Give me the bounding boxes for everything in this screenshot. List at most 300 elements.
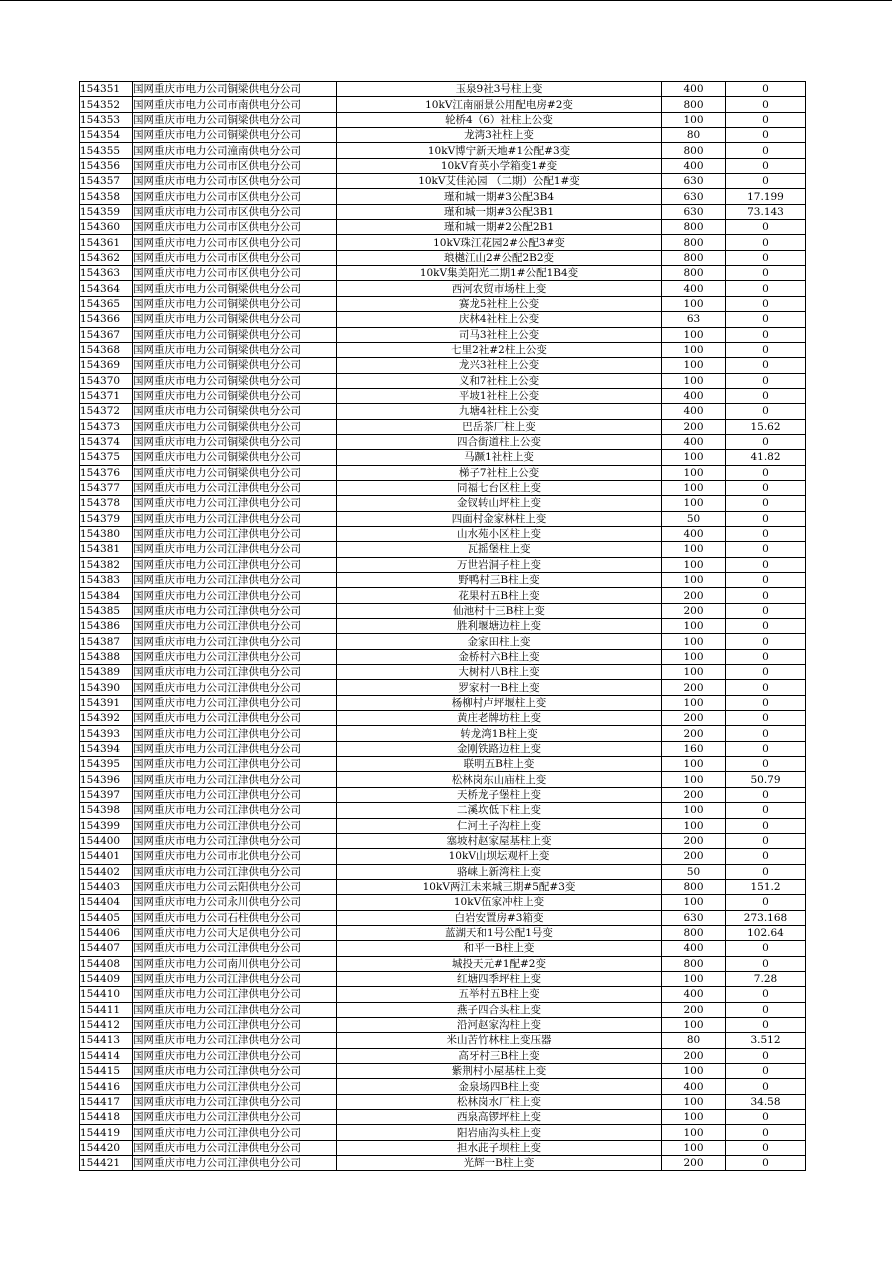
row-id-cell: 154389	[80, 665, 133, 680]
table-row	[80, 496, 806, 511]
capacity-cell: 63	[662, 312, 726, 327]
capacity-cell: 400	[662, 1079, 726, 1094]
capacity-cell: 800	[662, 250, 726, 265]
row-id-cell: 154369	[80, 358, 133, 373]
value-cell: 0	[726, 250, 806, 265]
value-cell: 3.512	[726, 1033, 806, 1048]
transformer-name-cell: 平坡1社柱上公变	[337, 388, 662, 403]
row-id-cell: 154362	[80, 250, 133, 265]
value-cell: 0	[726, 833, 806, 848]
page-top-rule	[0, 0, 892, 1]
row-id-cell: 154413	[80, 1033, 133, 1048]
row-id-cell: 154403	[80, 879, 133, 894]
table-row	[80, 619, 806, 634]
value-cell: 0	[726, 741, 806, 756]
table-row	[80, 711, 806, 726]
capacity-cell: 800	[662, 956, 726, 971]
capacity-cell: 200	[662, 1048, 726, 1063]
table-row	[80, 296, 806, 311]
table-row	[80, 465, 806, 480]
value-cell: 0	[726, 1064, 806, 1079]
capacity-cell: 200	[662, 787, 726, 802]
table-row	[80, 174, 806, 189]
row-id-cell: 154365	[80, 296, 133, 311]
row-id-cell: 154360	[80, 220, 133, 235]
company-cell: 国网重庆市电力公司江津供电分公司	[133, 634, 337, 649]
row-id-cell: 154363	[80, 266, 133, 281]
capacity-cell: 100	[662, 496, 726, 511]
transformer-name-cell: 10kV艾佳沁园 （二期）公配1#变	[337, 174, 662, 189]
capacity-cell: 50	[662, 864, 726, 879]
capacity-cell: 100	[662, 450, 726, 465]
capacity-cell: 100	[662, 971, 726, 986]
transformer-name-cell: 万世岩洞子柱上变	[337, 557, 662, 572]
table-row	[80, 404, 806, 419]
table-row	[80, 82, 806, 97]
table-row	[80, 803, 806, 818]
capacity-cell: 800	[662, 925, 726, 940]
transformer-name-cell: 高牙村三B柱上变	[337, 1048, 662, 1063]
value-cell: 0	[726, 1125, 806, 1140]
transformer-name-cell: 赛龙5社柱上公变	[337, 296, 662, 311]
transformer-name-cell: 塞坡村赵家屋基柱上变	[337, 833, 662, 848]
capacity-cell: 630	[662, 189, 726, 204]
row-id-cell: 154411	[80, 1002, 133, 1017]
transformer-name-cell: 城投天元#1配#2变	[337, 956, 662, 971]
value-cell: 0	[726, 941, 806, 956]
company-cell: 国网重庆市电力公司江津供电分公司	[133, 787, 337, 802]
company-cell: 国网重庆市电力公司江津供电分公司	[133, 1094, 337, 1109]
transformer-name-cell: 10kV两江未来城三期#5配#3变	[337, 879, 662, 894]
company-cell: 国网重庆市电力公司江津供电分公司	[133, 573, 337, 588]
value-cell: 0	[726, 1002, 806, 1017]
transformer-name-cell: 联明五B柱上变	[337, 757, 662, 772]
table-row	[80, 588, 806, 603]
transformer-name-cell: 仁河土子沟柱上变	[337, 818, 662, 833]
capacity-cell: 100	[662, 557, 726, 572]
capacity-cell: 630	[662, 174, 726, 189]
company-cell: 国网重庆市电力公司铜梁供电分公司	[133, 450, 337, 465]
table-row	[80, 557, 806, 572]
capacity-cell: 100	[662, 573, 726, 588]
capacity-cell: 200	[662, 849, 726, 864]
row-id-cell: 154385	[80, 603, 133, 618]
capacity-cell: 400	[662, 434, 726, 449]
capacity-cell: 100	[662, 480, 726, 495]
value-cell: 0	[726, 480, 806, 495]
company-cell: 国网重庆市电力公司江津供电分公司	[133, 557, 337, 572]
table-row	[80, 925, 806, 940]
row-id-cell: 154394	[80, 741, 133, 756]
company-cell: 国网重庆市电力公司市区供电分公司	[133, 174, 337, 189]
company-cell: 国网重庆市电力公司江津供电分公司	[133, 987, 337, 1002]
company-cell: 国网重庆市电力公司江津供电分公司	[133, 680, 337, 695]
company-cell: 国网重庆市电力公司江津供电分公司	[133, 1079, 337, 1094]
row-id-cell: 154359	[80, 204, 133, 219]
table-row	[80, 573, 806, 588]
transformer-name-cell: 二溪坎低下柱上变	[337, 803, 662, 818]
value-cell: 0	[726, 266, 806, 281]
company-cell: 国网重庆市电力公司铜梁供电分公司	[133, 404, 337, 419]
transformer-name-cell: 10kV育英小学箱变1#变	[337, 158, 662, 173]
transformer-name-cell: 山水苑小区柱上变	[337, 526, 662, 541]
company-cell: 国网重庆市电力公司江津供电分公司	[133, 971, 337, 986]
table-row	[80, 1002, 806, 1017]
company-cell: 国网重庆市电力公司铜梁供电分公司	[133, 82, 337, 97]
value-cell: 0	[726, 711, 806, 726]
row-id-cell: 154408	[80, 956, 133, 971]
company-cell: 国网重庆市电力公司江津供电分公司	[133, 711, 337, 726]
transformer-name-cell: 10kV集美阳光二期1#公配1B4变	[337, 266, 662, 281]
value-cell: 0	[726, 296, 806, 311]
value-cell: 0	[726, 695, 806, 710]
transformer-name-cell: 阳岩庙沟头柱上变	[337, 1125, 662, 1140]
company-cell: 国网重庆市电力公司江津供电分公司	[133, 619, 337, 634]
transformer-name-cell: 10kV山坝坛观杆上变	[337, 849, 662, 864]
value-cell: 0	[726, 281, 806, 296]
table-row	[80, 250, 806, 265]
row-id-cell: 154419	[80, 1125, 133, 1140]
row-id-cell: 154391	[80, 695, 133, 710]
value-cell: 151.2	[726, 879, 806, 894]
transformer-name-cell: 七里2社#2柱上公变	[337, 342, 662, 357]
transformer-name-cell: 庆林4社柱上公变	[337, 312, 662, 327]
value-cell: 0	[726, 465, 806, 480]
company-cell: 国网重庆市电力公司铜梁供电分公司	[133, 419, 337, 434]
table-row	[80, 649, 806, 664]
capacity-cell: 80	[662, 128, 726, 143]
row-id-cell: 154396	[80, 772, 133, 787]
company-cell: 国网重庆市电力公司市区供电分公司	[133, 220, 337, 235]
capacity-cell: 100	[662, 327, 726, 342]
company-cell: 国网重庆市电力公司江津供电分公司	[133, 1064, 337, 1079]
capacity-cell: 200	[662, 833, 726, 848]
company-cell: 国网重庆市电力公司江津供电分公司	[133, 526, 337, 541]
table-row	[80, 373, 806, 388]
transformer-name-cell: 琅樾江山2#公配2B2变	[337, 250, 662, 265]
value-cell: 0	[726, 342, 806, 357]
table-row	[80, 434, 806, 449]
table-row	[80, 388, 806, 403]
table-row	[80, 128, 806, 143]
table-row	[80, 112, 806, 127]
table-row	[80, 542, 806, 557]
transformer-name-cell: 光辉一B柱上变	[337, 1156, 662, 1171]
company-cell: 国网重庆市电力公司江津供电分公司	[133, 757, 337, 772]
table-row	[80, 1064, 806, 1079]
company-cell: 国网重庆市电力公司铜梁供电分公司	[133, 296, 337, 311]
company-cell: 国网重庆市电力公司江津供电分公司	[133, 496, 337, 511]
table-row	[80, 511, 806, 526]
capacity-cell: 100	[662, 1140, 726, 1155]
capacity-cell: 50	[662, 511, 726, 526]
value-cell: 50.79	[726, 772, 806, 787]
table-row	[80, 603, 806, 618]
capacity-cell: 100	[662, 649, 726, 664]
transformer-name-cell: 骆崃上新湾柱上变	[337, 864, 662, 879]
table-row	[80, 450, 806, 465]
table-row	[80, 204, 806, 219]
table-row	[80, 143, 806, 158]
row-id-cell: 154420	[80, 1140, 133, 1155]
value-cell: 0	[726, 864, 806, 879]
transformer-name-cell: 龙兴3社柱上公变	[337, 358, 662, 373]
value-cell: 0	[726, 373, 806, 388]
row-id-cell: 154373	[80, 419, 133, 434]
row-id-cell: 154410	[80, 987, 133, 1002]
value-cell: 102.64	[726, 925, 806, 940]
value-cell: 0	[726, 956, 806, 971]
transformer-name-cell: 马蹶1社柱上变	[337, 450, 662, 465]
value-cell: 0	[726, 1017, 806, 1032]
row-id-cell: 154354	[80, 128, 133, 143]
value-cell: 0	[726, 803, 806, 818]
capacity-cell: 400	[662, 987, 726, 1002]
transformer-name-cell: 四合街道柱上公变	[337, 434, 662, 449]
capacity-cell: 100	[662, 1094, 726, 1109]
row-id-cell: 154377	[80, 480, 133, 495]
table-row	[80, 680, 806, 695]
value-cell: 273.168	[726, 910, 806, 925]
transformer-name-cell: 玉泉9社3号柱上变	[337, 82, 662, 97]
company-cell: 国网重庆市电力公司江津供电分公司	[133, 1125, 337, 1140]
table-row	[80, 1110, 806, 1125]
transformer-name-cell: 瓦摇堡柱上变	[337, 542, 662, 557]
table-row	[80, 941, 806, 956]
table-row	[80, 895, 806, 910]
value-cell: 0	[726, 220, 806, 235]
transformer-name-cell: 司马3社柱上公变	[337, 327, 662, 342]
table-row	[80, 1079, 806, 1094]
transformer-name-cell: 转龙湾1B柱上变	[337, 726, 662, 741]
value-cell: 0	[726, 603, 806, 618]
transformer-name-cell: 五举村五B柱上变	[337, 987, 662, 1002]
value-cell: 17.199	[726, 189, 806, 204]
value-cell: 0	[726, 82, 806, 97]
transformer-name-cell: 10kV伍家冲柱上变	[337, 895, 662, 910]
value-cell: 0	[726, 1048, 806, 1063]
capacity-cell: 800	[662, 266, 726, 281]
table-row	[80, 849, 806, 864]
value-cell: 0	[726, 388, 806, 403]
transformer-name-cell: 梯子7社柱上公变	[337, 465, 662, 480]
transformer-name-cell: 沿河赵家沟柱上变	[337, 1017, 662, 1032]
capacity-cell: 100	[662, 634, 726, 649]
transformer-name-cell: 燕子四合头柱上变	[337, 1002, 662, 1017]
table-row	[80, 189, 806, 204]
row-id-cell: 154381	[80, 542, 133, 557]
capacity-cell: 400	[662, 158, 726, 173]
row-id-cell: 154384	[80, 588, 133, 603]
company-cell: 国网重庆市电力公司市南供电分公司	[133, 97, 337, 112]
company-cell: 国网重庆市电力公司永川供电分公司	[133, 895, 337, 910]
row-id-cell: 154372	[80, 404, 133, 419]
value-cell: 0	[726, 542, 806, 557]
row-id-cell: 154392	[80, 711, 133, 726]
transformer-name-cell: 瑾和城一期#2公配2B1	[337, 220, 662, 235]
transformer-name-cell: 金桥村六B柱上变	[337, 649, 662, 664]
row-id-cell: 154355	[80, 143, 133, 158]
capacity-cell: 100	[662, 772, 726, 787]
transformer-name-cell: 野鸭村三B柱上变	[337, 573, 662, 588]
company-cell: 国网重庆市电力公司江津供电分公司	[133, 588, 337, 603]
transformer-name-cell: 金刚铁路边柱上变	[337, 741, 662, 756]
capacity-cell: 800	[662, 220, 726, 235]
capacity-cell: 630	[662, 204, 726, 219]
row-id-cell: 154368	[80, 342, 133, 357]
capacity-cell: 100	[662, 342, 726, 357]
row-id-cell: 154405	[80, 910, 133, 925]
table-row	[80, 1140, 806, 1155]
row-id-cell: 154421	[80, 1156, 133, 1171]
capacity-cell: 100	[662, 296, 726, 311]
value-cell: 0	[726, 573, 806, 588]
table-row	[80, 358, 806, 373]
value-cell: 0	[726, 787, 806, 802]
company-cell: 国网重庆市电力公司铜梁供电分公司	[133, 112, 337, 127]
transformer-name-cell: 10kV珠江花园2#公配3#变	[337, 235, 662, 250]
row-id-cell: 154401	[80, 849, 133, 864]
value-cell: 0	[726, 128, 806, 143]
transformer-name-cell: 龙湾3社柱上变	[337, 128, 662, 143]
table-row	[80, 1156, 806, 1171]
capacity-cell: 100	[662, 112, 726, 127]
capacity-cell: 100	[662, 465, 726, 480]
capacity-cell: 100	[662, 665, 726, 680]
row-id-cell: 154352	[80, 97, 133, 112]
company-cell: 国网重庆市电力公司铜梁供电分公司	[133, 281, 337, 296]
company-cell: 国网重庆市电力公司江津供电分公司	[133, 741, 337, 756]
row-id-cell: 154393	[80, 726, 133, 741]
value-cell: 73.143	[726, 204, 806, 219]
row-id-cell: 154402	[80, 864, 133, 879]
row-id-cell: 154357	[80, 174, 133, 189]
company-cell: 国网重庆市电力公司江津供电分公司	[133, 1140, 337, 1155]
capacity-cell: 630	[662, 910, 726, 925]
capacity-cell: 100	[662, 1110, 726, 1125]
transformer-name-cell: 花果村五B柱上变	[337, 588, 662, 603]
transformer-name-cell: 白岩安置房#3箱变	[337, 910, 662, 925]
row-id-cell: 154367	[80, 327, 133, 342]
company-cell: 国网重庆市电力公司铜梁供电分公司	[133, 327, 337, 342]
row-id-cell: 154412	[80, 1017, 133, 1032]
transformer-name-cell: 米山苦竹林柱上变压器	[337, 1033, 662, 1048]
row-id-cell: 154399	[80, 818, 133, 833]
row-id-cell: 154379	[80, 511, 133, 526]
value-cell: 0	[726, 849, 806, 864]
capacity-cell: 800	[662, 235, 726, 250]
company-cell: 国网重庆市电力公司江津供电分公司	[133, 1156, 337, 1171]
capacity-cell: 400	[662, 82, 726, 97]
transformer-name-cell: 金泉场四B柱上变	[337, 1079, 662, 1094]
company-cell: 国网重庆市电力公司铜梁供电分公司	[133, 388, 337, 403]
value-cell: 0	[726, 757, 806, 772]
company-cell: 国网重庆市电力公司铜梁供电分公司	[133, 465, 337, 480]
capacity-cell: 200	[662, 726, 726, 741]
transformer-name-cell: 瑾和城一期#3公配3B1	[337, 204, 662, 219]
transformer-name-cell: 九塘4社柱上公变	[337, 404, 662, 419]
value-cell: 0	[726, 726, 806, 741]
capacity-cell: 400	[662, 388, 726, 403]
capacity-cell: 100	[662, 619, 726, 634]
row-id-cell: 154371	[80, 388, 133, 403]
company-cell: 国网重庆市电力公司江津供电分公司	[133, 665, 337, 680]
capacity-cell: 100	[662, 373, 726, 388]
capacity-cell: 80	[662, 1033, 726, 1048]
value-cell: 0	[726, 143, 806, 158]
row-id-cell: 154416	[80, 1079, 133, 1094]
table-row	[80, 1033, 806, 1048]
row-id-cell: 154397	[80, 787, 133, 802]
company-cell: 国网重庆市电力公司江津供电分公司	[133, 941, 337, 956]
capacity-cell: 400	[662, 404, 726, 419]
value-cell: 0	[726, 619, 806, 634]
capacity-cell: 200	[662, 419, 726, 434]
table-row	[80, 312, 806, 327]
row-id-cell: 154409	[80, 971, 133, 986]
company-cell: 国网重庆市电力公司铜梁供电分公司	[133, 312, 337, 327]
company-cell: 国网重庆市电力公司江津供电分公司	[133, 649, 337, 664]
value-cell: 0	[726, 97, 806, 112]
company-cell: 国网重庆市电力公司市区供电分公司	[133, 189, 337, 204]
capacity-cell: 800	[662, 879, 726, 894]
value-cell: 41.82	[726, 450, 806, 465]
row-id-cell: 154418	[80, 1110, 133, 1125]
transformer-name-cell: 西泉高锣坪柱上变	[337, 1110, 662, 1125]
table-row	[80, 1125, 806, 1140]
capacity-cell: 400	[662, 526, 726, 541]
row-id-cell: 154400	[80, 833, 133, 848]
company-cell: 国网重庆市电力公司铜梁供电分公司	[133, 128, 337, 143]
value-cell: 0	[726, 588, 806, 603]
transformer-table	[79, 81, 806, 1171]
value-cell: 0	[726, 235, 806, 250]
company-cell: 国网重庆市电力公司江津供电分公司	[133, 1048, 337, 1063]
company-cell: 国网重庆市电力公司市北供电分公司	[133, 849, 337, 864]
row-id-cell: 154374	[80, 434, 133, 449]
value-cell: 0	[726, 680, 806, 695]
capacity-cell: 100	[662, 695, 726, 710]
table-row	[80, 833, 806, 848]
value-cell: 0	[726, 312, 806, 327]
table-row	[80, 480, 806, 495]
table-row	[80, 158, 806, 173]
transformer-name-cell: 巴岳茶厂柱上变	[337, 419, 662, 434]
transformer-name-cell: 罗家村一B柱上变	[337, 680, 662, 695]
company-cell: 国网重庆市电力公司江津供电分公司	[133, 542, 337, 557]
company-cell: 国网重庆市电力公司江津供电分公司	[133, 1033, 337, 1048]
capacity-cell: 100	[662, 1064, 726, 1079]
row-id-cell: 154406	[80, 925, 133, 940]
capacity-cell: 100	[662, 358, 726, 373]
company-cell: 国网重庆市电力公司大足供电分公司	[133, 925, 337, 940]
table-row	[80, 726, 806, 741]
transformer-name-cell: 10kV博宁新天地#1公配#3变	[337, 143, 662, 158]
row-id-cell: 154415	[80, 1064, 133, 1079]
transformer-name-cell: 金钗转山坪柱上变	[337, 496, 662, 511]
table-row	[80, 1017, 806, 1032]
capacity-cell: 200	[662, 1002, 726, 1017]
value-cell: 34.58	[726, 1094, 806, 1109]
value-cell: 0	[726, 174, 806, 189]
row-id-cell: 154351	[80, 82, 133, 97]
value-cell: 0	[726, 404, 806, 419]
table-row	[80, 787, 806, 802]
row-id-cell: 154364	[80, 281, 133, 296]
table-row	[80, 327, 806, 342]
value-cell: 15.62	[726, 419, 806, 434]
row-id-cell: 154358	[80, 189, 133, 204]
